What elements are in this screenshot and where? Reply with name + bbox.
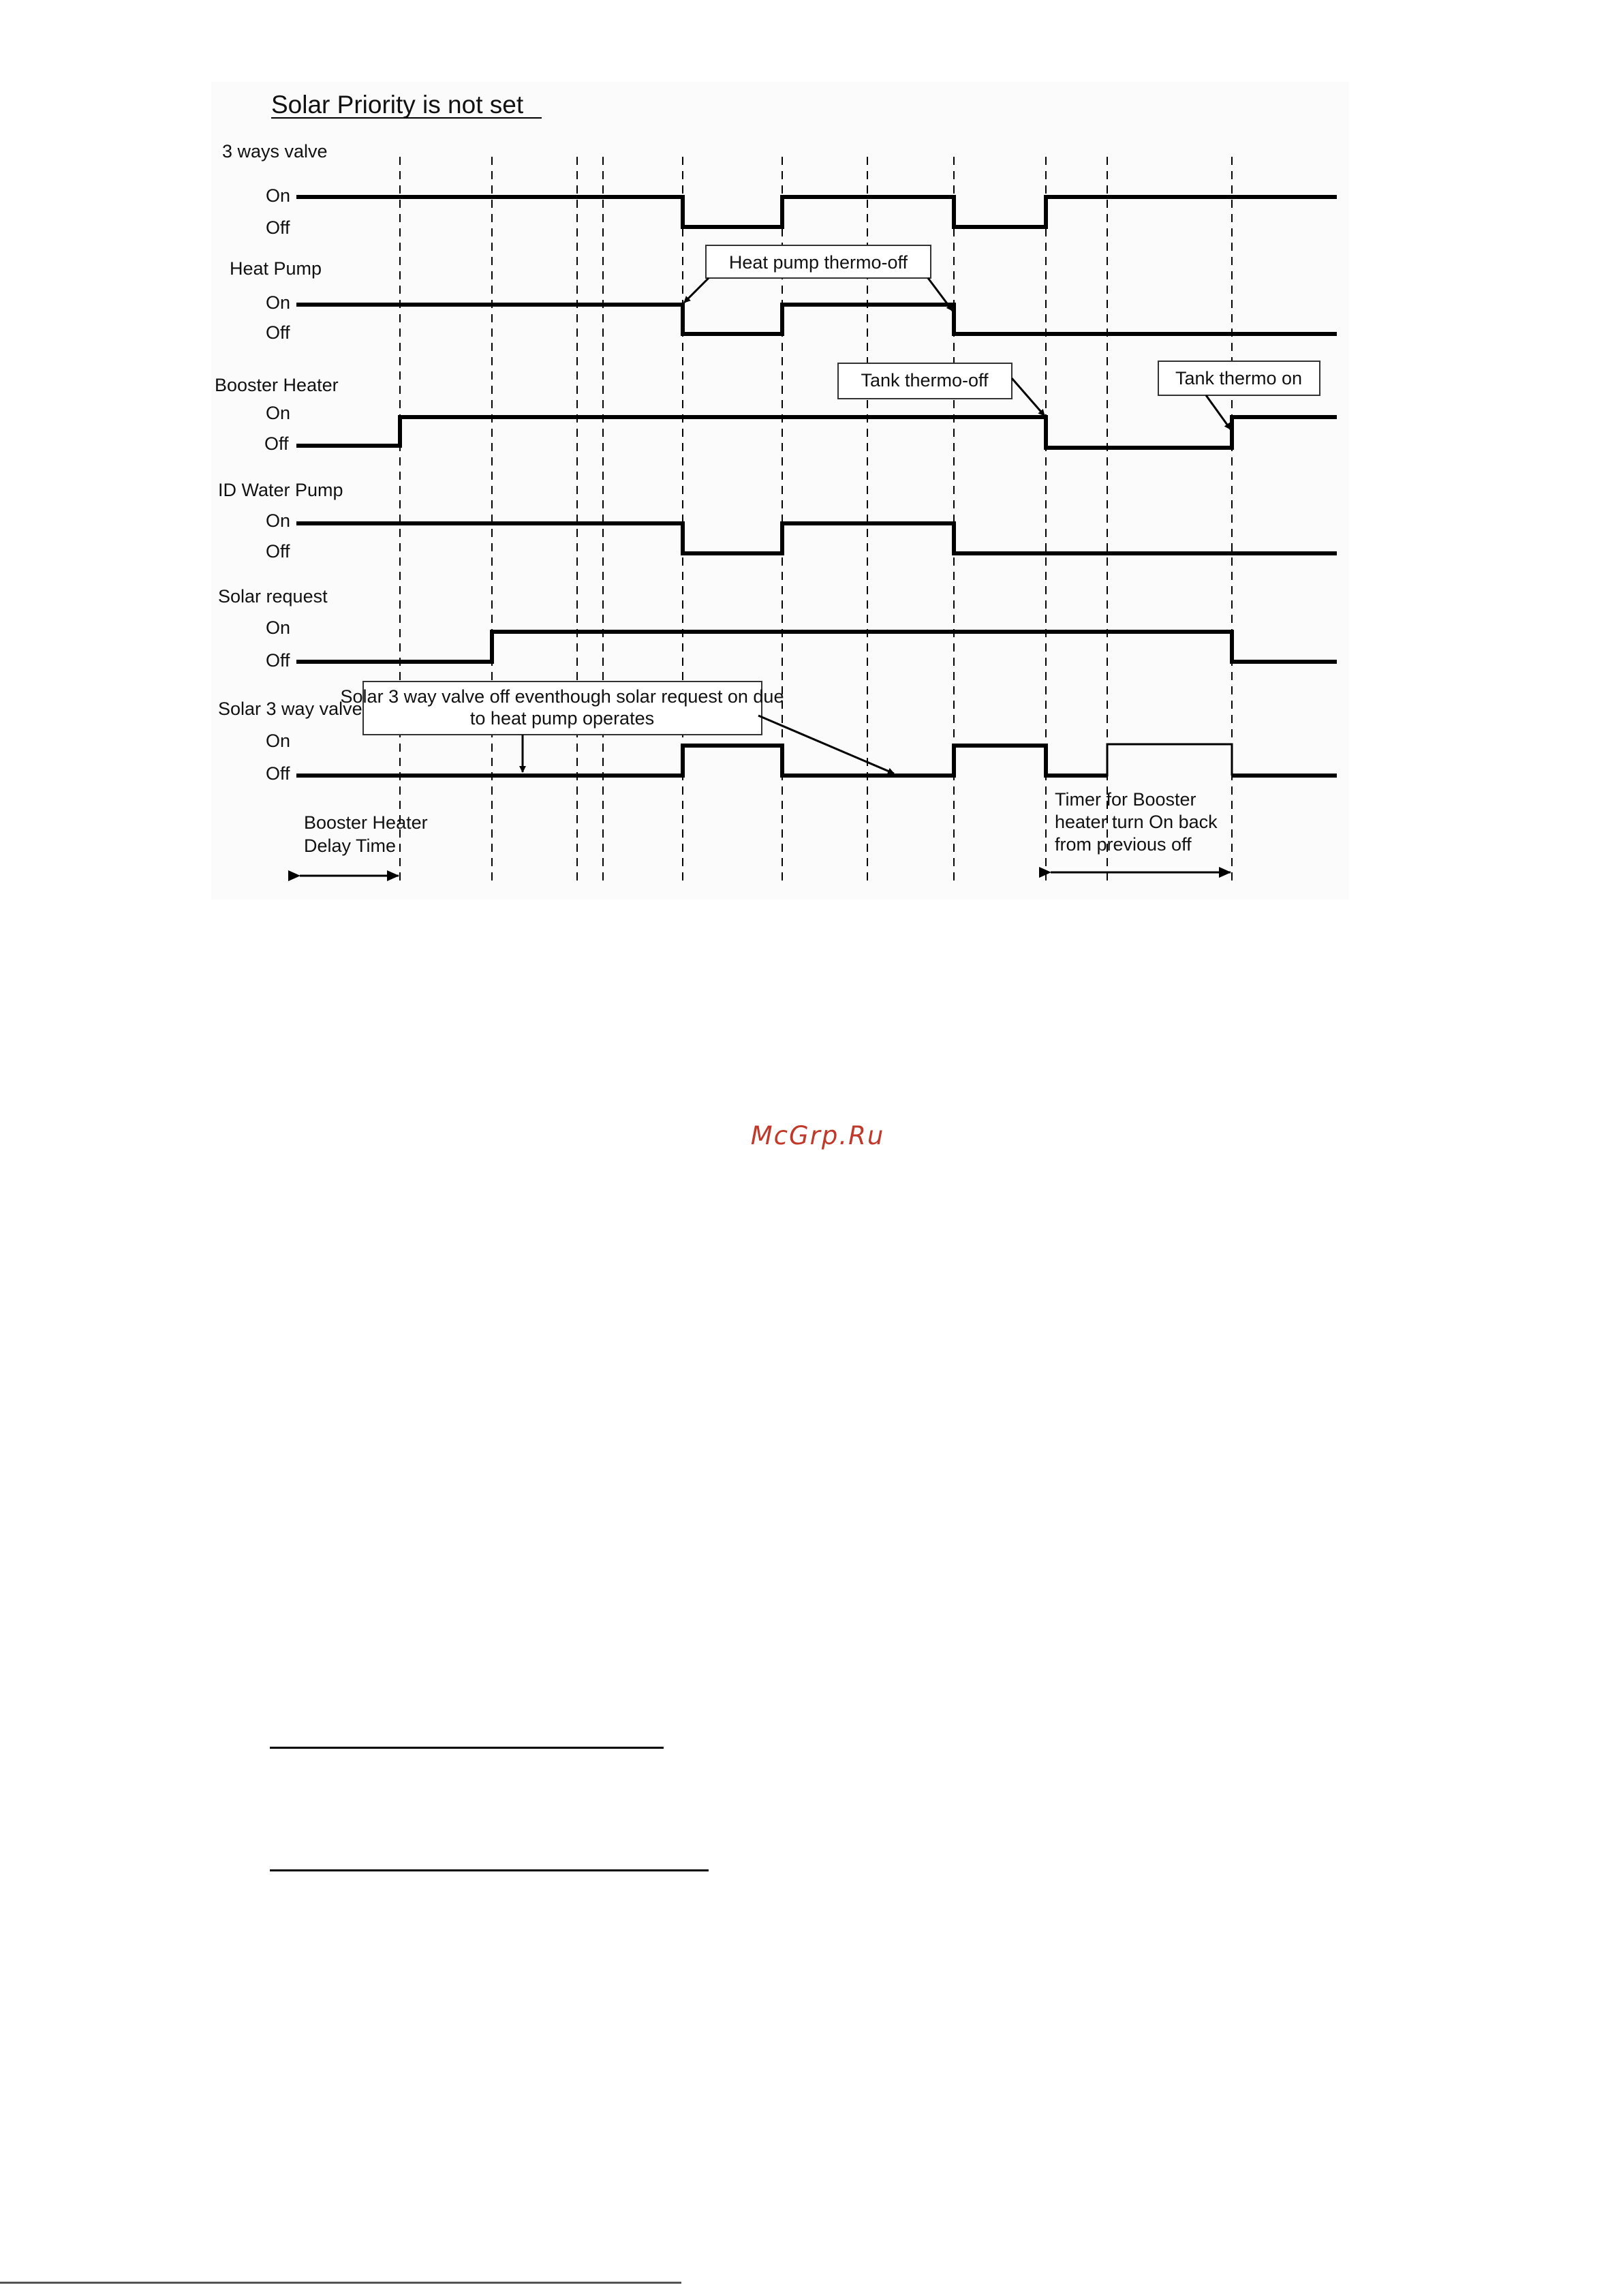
signal-name-label: Solar 3 way valve [218,699,362,719]
annotation-text-line-1: Booster Heater [304,812,428,833]
annotation-text-line-2: heater turn On back [1055,812,1218,832]
signal-waveform [296,417,1337,448]
signal-waveform [296,523,1337,553]
divider-line [270,1869,709,1871]
off-label: Off [266,763,290,784]
callout-text: Tank thermo-off [861,370,989,391]
signal-3-ways-valve [222,141,1337,238]
callout-arrow [1206,395,1231,429]
callout-tank-thermo-off [838,363,1045,416]
signal-name-label: 3 ways valve [222,141,328,162]
annotation-text-line-1: Timer for Booster [1055,789,1196,810]
annotation-text-line-3: from previous off [1055,834,1192,855]
callout-arrow [684,278,709,303]
signal-waveform-thin-segment [1046,744,1232,776]
on-label: On [266,510,291,531]
signal-name-label: ID Water Pump [218,480,343,500]
annotation-text-line-2: Delay Time [304,836,397,856]
signal-name-label: Solar request [218,586,328,607]
signal-waveform [296,305,1337,334]
off-label: Off [266,322,290,343]
off-label: Off [266,217,290,238]
timing-diagram [0,0,1623,900]
off-label: Off [266,650,290,671]
callout-text: Heat pump thermo-off [728,252,908,273]
signal-name-label: Heat Pump [230,258,322,279]
annotation-booster-delay [300,812,428,876]
callout-heat-pump-thermo-off [684,245,953,311]
off-label: Off [264,433,289,454]
on-label: On [266,292,291,313]
callout-text-line-2: to heat pump operates [469,708,655,729]
signal-solar-request [218,586,1337,671]
signal-name-label: Booster Heater [215,375,339,395]
on-label: On [266,403,291,423]
callout-text-line-1: Solar 3 way valve off eventhough solar request on due [340,686,784,707]
on-label: On [266,731,291,751]
off-label: Off [266,541,290,562]
annotation-booster-timer [1051,789,1231,872]
signal-waveform [296,632,1337,662]
page-bottom-rule [0,2282,681,2284]
on-label: On [266,617,291,638]
divider-line [270,1747,664,1749]
signal-waveform [296,197,1337,227]
watermark-text: McGrp.Ru [750,1121,885,1150]
callout-arrow [1012,378,1045,416]
callout-text: Tank thermo on [1175,368,1303,388]
signal-waveform [296,746,1107,776]
signal-id-water-pump [218,480,1337,562]
callout-solar-valve-note [341,682,894,774]
diagram-title: Solar Priority is not set [271,91,524,119]
on-label: On [266,185,291,206]
